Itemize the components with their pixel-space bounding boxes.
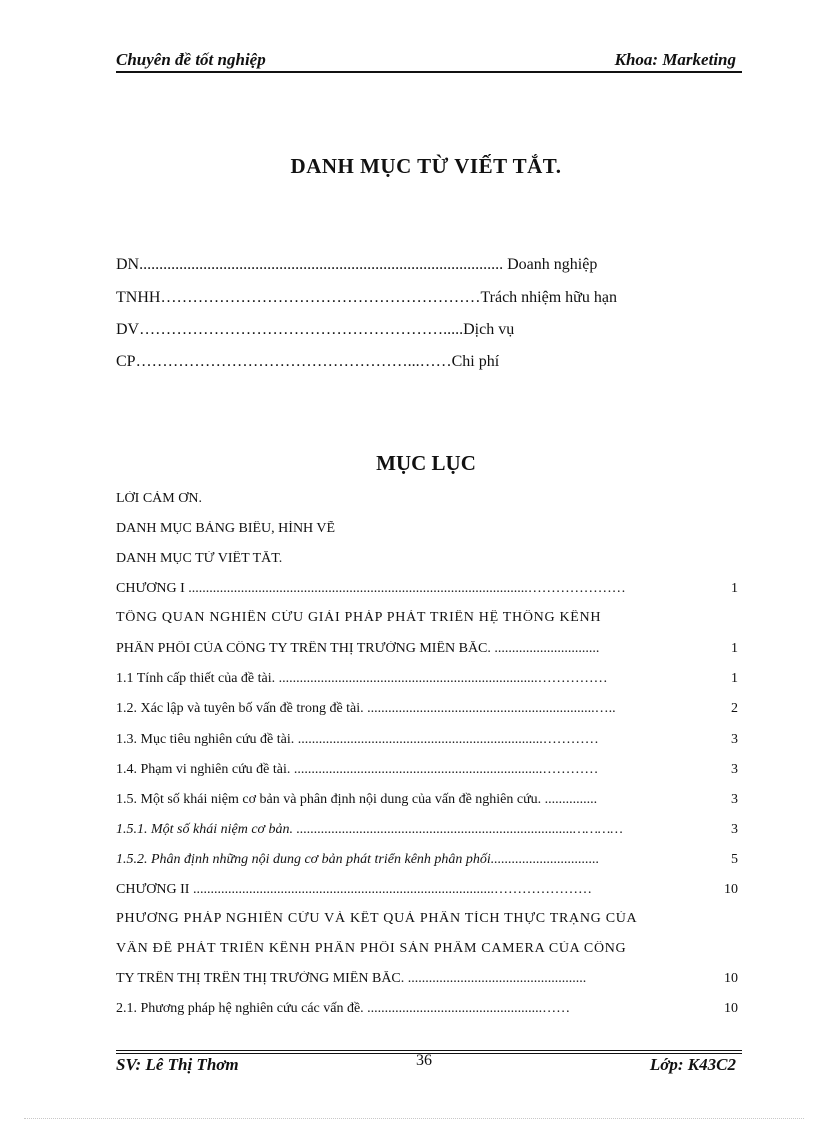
- page-footer: [116, 1052, 740, 1077]
- abbr-code: TNHH: [116, 289, 161, 306]
- toc-entry: [116, 610, 738, 632]
- toc-text: 1.1 Tính cấp thiết của đề tài. ..........................................................................……………: [116, 671, 608, 686]
- toc-text: TY TRÊN THỊ TRÊN THỊ TRƯỜNG MIỀN BẮC. ...................................................: [116, 971, 587, 986]
- toc-entry: [116, 822, 738, 844]
- toc-entry: [116, 762, 738, 784]
- abbr-dots: ………………………………………………….....: [139, 321, 464, 338]
- toc-page: 1: [731, 581, 738, 596]
- abbreviation-row: [116, 321, 716, 345]
- toc-page: 3: [731, 792, 738, 807]
- abbr-dots: ...........................................................................................: [139, 256, 504, 273]
- toc-page: 10: [724, 971, 738, 986]
- abbr-meaning: Doanh nghiệp: [503, 256, 598, 273]
- toc-text: LỜI CẢM ƠN.: [116, 491, 202, 506]
- abbr-code: DV: [116, 321, 140, 338]
- toc-text: CHƯƠNG II ......................................................................................…………………: [116, 882, 592, 897]
- abbreviation-row: [116, 256, 716, 280]
- header-rule: [116, 71, 742, 73]
- abbr-code: DN: [116, 256, 140, 273]
- toc-text: VẤN ĐỀ PHÁT TRIỂN KÊNH PHÂN PHỐI SẢN PHẨM CAMERA CỦA CÔNG: [116, 941, 627, 956]
- toc-text: 1.5.1. Một số khái niệm cơ bản. ...............................................................................…………: [116, 822, 623, 837]
- toc-text: DANH MỤC TỪ VIẾT TẮT.: [116, 551, 283, 566]
- toc-entry: [116, 852, 738, 874]
- toc-entry: [116, 671, 738, 693]
- toc-entry: [116, 701, 738, 723]
- page-header: [116, 50, 740, 72]
- abbr-dots: ……………………………………………...……: [135, 353, 452, 370]
- footer-class: Lớp: K43C2: [649, 1055, 736, 1074]
- toc-page: 10: [724, 1001, 738, 1016]
- toc-entry: [116, 641, 738, 663]
- toc-page: 2: [731, 701, 738, 716]
- header-right: Khoa: Marketing: [614, 50, 736, 69]
- footer-student: SV: Lê Thị Thơm: [116, 1055, 239, 1074]
- toc-entry: [116, 941, 738, 963]
- abbr-meaning: Trách nhiệm hữu hạn: [480, 289, 617, 306]
- toc-page: 5: [731, 852, 738, 867]
- page-number: 36: [416, 1052, 432, 1069]
- toc-text: DANH MỤC BẢNG BIỂU, HÌNH VẼ: [116, 521, 336, 536]
- toc-text: 1.5.2. Phân định những nội dung cơ bản phát triển kênh phân phối...............................: [116, 852, 600, 867]
- toc-page: 3: [731, 732, 738, 747]
- abbreviation-row: [116, 353, 716, 377]
- abbr-dots: ……………………………………………………: [160, 289, 481, 306]
- toc-text: 1.3. Mục tiêu nghiên cứu đề tài. ......................................................................…………: [116, 732, 599, 747]
- abbreviation-row: [116, 289, 716, 313]
- toc-entry: [116, 1001, 738, 1023]
- abbreviations-title: DANH MỤC TỪ VIẾT TẮT.: [290, 154, 562, 178]
- toc-text: TỔNG QUAN NGHIÊN CỨU GIẢI PHÁP PHÁT TRIỂN HỆ THỐNG KÊNH: [116, 610, 602, 625]
- toc-title: MỤC LỤC: [376, 451, 476, 475]
- page-edge-divider: [24, 1118, 804, 1119]
- toc-page: 1: [731, 641, 738, 656]
- toc-entry: [116, 581, 738, 603]
- header-left: Chuyên đề tốt nghiệp: [116, 50, 266, 69]
- toc-text: PHƯƠNG PHÁP NGHIÊN CỨU VÀ KẾT QUẢ PHÂN TÍCH THỰC TRẠNG CỦA: [116, 911, 638, 926]
- toc-text: 1.4. Phạm vi nghiên cứu đề tài. .......................................................................…………: [116, 762, 599, 777]
- toc-entry: [116, 732, 738, 754]
- toc-text: PHÂN PHỐI CỦA CÔNG TY TRÊN THỊ TRƯỜNG MIỀN BẮC. ..............................: [116, 641, 600, 656]
- toc-page: 1: [731, 671, 738, 686]
- toc-page: 10: [724, 882, 738, 897]
- toc-entry: [116, 792, 738, 814]
- toc-text: CHƯƠNG I .................................................................................................…………………: [116, 581, 626, 596]
- toc-text: 1.5. Một số khái niệm cơ bản và phân định nội dung của vấn đề nghiên cứu. ...............: [116, 792, 598, 807]
- abbr-code: CP: [116, 353, 136, 370]
- toc-text: 1.2. Xác lập và tuyên bố vấn đề trong đề tài. .................................................................…..: [116, 701, 616, 716]
- toc-page: 3: [731, 822, 738, 837]
- toc-entry: [116, 521, 738, 543]
- toc-entry: [116, 882, 738, 904]
- toc-entry: [116, 971, 738, 993]
- abbr-meaning: Chi phí: [451, 353, 500, 370]
- abbr-meaning: Dịch vụ: [463, 321, 515, 338]
- toc-entry: [116, 551, 738, 573]
- footer-rule-top: [116, 1050, 742, 1051]
- toc-text: 2.1. Phương pháp hệ nghiên cứu các vấn đề. ..................................................……: [116, 1001, 571, 1016]
- toc-page: 3: [731, 762, 738, 777]
- toc-entry: [116, 491, 738, 513]
- toc-entry: [116, 911, 738, 933]
